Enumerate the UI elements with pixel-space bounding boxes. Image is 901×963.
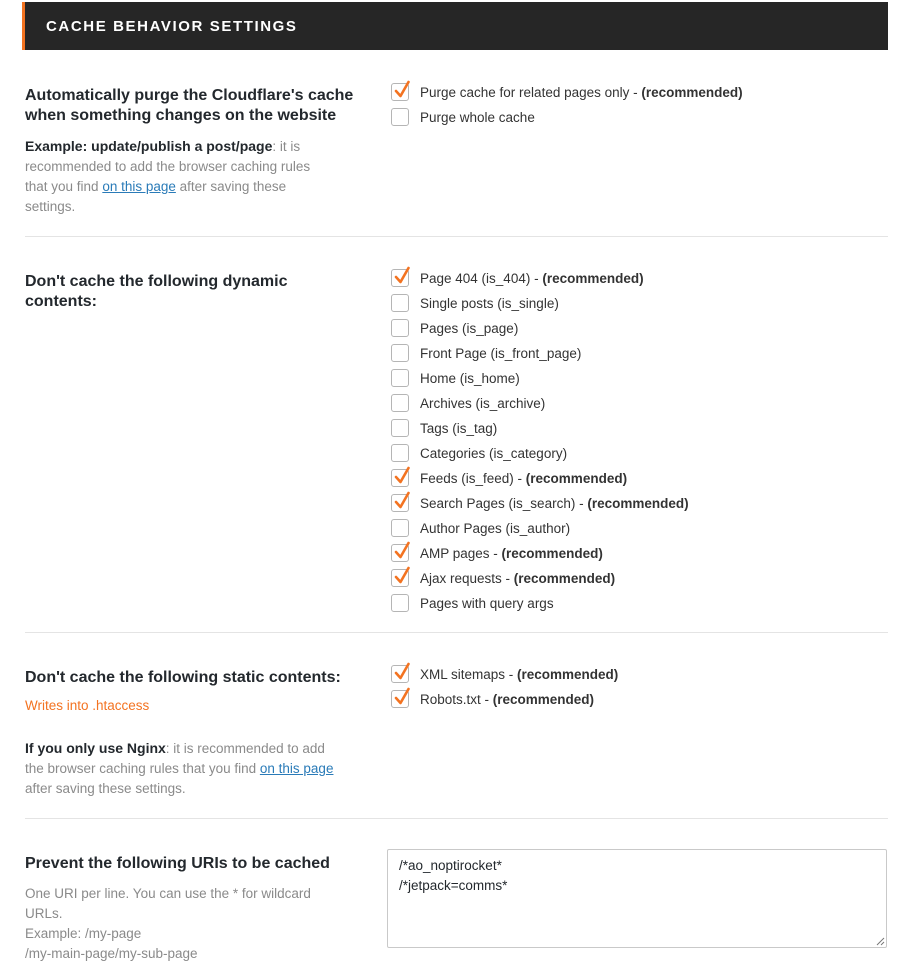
checkbox-option[interactable]	[391, 593, 554, 613]
checkbox-checked[interactable]	[391, 569, 409, 587]
nginx-description: If you only use Nginx: it is recommended to add the browser caching rules that you find on this page after saving these settings.	[25, 740, 334, 796]
checkbox-option[interactable]	[391, 268, 644, 288]
checkbox-unchecked[interactable]	[391, 444, 409, 462]
checkbox-option[interactable]	[391, 543, 603, 563]
section-header	[22, 2, 888, 50]
checkbox-option[interactable]	[391, 82, 743, 102]
recommended-tag: (recommended)	[542, 270, 644, 286]
checkbox-unchecked[interactable]	[391, 344, 409, 362]
uri-line: /*ao_noptirocket*	[399, 858, 502, 873]
recommended-tag: (recommended)	[492, 691, 595, 707]
htaccess-note: Writes into .htaccess	[25, 698, 150, 713]
nginx-help-link[interactable]: on this page	[259, 761, 334, 776]
checkmark-icon	[393, 541, 411, 561]
checkbox-label: Home (is_home)	[420, 370, 520, 386]
checkmark-icon	[393, 687, 411, 707]
checkbox-checked[interactable]	[391, 494, 409, 512]
checkbox-unchecked[interactable]	[391, 594, 409, 612]
checkbox-checked[interactable]	[391, 469, 409, 487]
checkbox-label: Pages with query args	[420, 595, 554, 611]
checkbox-unchecked[interactable]	[391, 369, 409, 387]
checkbox-label: Purge cache for related pages only -	[420, 84, 642, 100]
checkbox-label: Feeds (is_feed) -	[420, 470, 526, 486]
dynamic-title: Don't cache the following dynamic contents:	[25, 273, 288, 310]
checkbox-option[interactable]	[391, 493, 689, 513]
purge-help-link[interactable]: on this page	[102, 179, 176, 194]
checkbox-label: Robots.txt -	[420, 691, 493, 707]
checkbox-checked[interactable]	[391, 665, 409, 683]
recommended-tag: (recommended)	[501, 545, 603, 561]
uris-title: Prevent the following URIs to be cached	[25, 855, 330, 872]
checkbox-option[interactable]	[391, 318, 518, 338]
checkbox-option[interactable]	[391, 443, 567, 463]
divider	[25, 632, 888, 633]
divider	[25, 818, 888, 819]
checkmark-icon	[393, 491, 411, 511]
checkbox-unchecked[interactable]	[391, 108, 409, 126]
checkbox-label: Tags (is_tag)	[420, 420, 498, 436]
uris-textarea[interactable]	[387, 849, 887, 948]
checkbox-unchecked[interactable]	[391, 294, 409, 312]
uris-description: One URI per line. You can use the * for wildcard URLs. Example: /my-page /my-main-page/my-sub-page	[25, 886, 311, 961]
checkbox-unchecked[interactable]	[391, 319, 409, 337]
purge-description: Example: update/publish a post/page: it is recommended to add the browser caching rules that you find on this page after saving these settings.	[25, 138, 311, 214]
divider	[25, 236, 888, 237]
checkbox-label: Purge whole cache	[420, 109, 535, 125]
uri-line: /*jetpack=comms*	[399, 878, 508, 893]
checkbox-checked[interactable]	[391, 83, 409, 101]
checkmark-icon	[393, 662, 411, 682]
checkbox-checked[interactable]	[391, 544, 409, 562]
checkbox-label: Pages (is_page)	[420, 320, 519, 336]
checkbox-option[interactable]	[391, 568, 615, 588]
purge-title: Automatically purge the Cloudflare's cache when something changes on the website	[25, 87, 354, 124]
static-title: Don't cache the following static contents:	[25, 669, 341, 686]
checkbox-option[interactable]	[391, 518, 570, 538]
checkbox-unchecked[interactable]	[391, 419, 409, 437]
checkbox-label: Search Pages (is_search) -	[420, 495, 588, 511]
checkbox-label: Single posts (is_single)	[420, 295, 559, 311]
checkmark-icon	[393, 266, 411, 286]
checkbox-label: Categories (is_category)	[420, 445, 568, 461]
checkbox-option[interactable]	[391, 689, 594, 709]
checkbox-label: Author Pages (is_author)	[420, 520, 571, 536]
checkbox-option[interactable]	[391, 107, 535, 127]
recommended-tag: (recommended)	[587, 495, 689, 511]
checkbox-option[interactable]	[391, 293, 559, 313]
checkbox-label: AMP pages -	[420, 545, 502, 561]
checkbox-option[interactable]	[391, 393, 545, 413]
checkbox-unchecked[interactable]	[391, 519, 409, 537]
checkbox-label: Page 404 (is_404) -	[420, 270, 543, 286]
recommended-tag: (recommended)	[513, 570, 616, 586]
checkbox-option[interactable]	[391, 368, 520, 388]
checkbox-unchecked[interactable]	[391, 394, 409, 412]
recommended-tag: (recommended)	[525, 470, 628, 486]
checkmark-icon	[393, 80, 411, 100]
checkbox-checked[interactable]	[391, 690, 409, 708]
checkbox-label: Archives (is_archive)	[420, 395, 546, 411]
checkbox-label: XML sitemaps -	[420, 666, 518, 682]
recommended-tag: (recommended)	[517, 666, 619, 682]
checkbox-option[interactable]	[391, 418, 497, 438]
checkbox-option[interactable]	[391, 468, 627, 488]
checkmark-icon	[393, 566, 411, 586]
checkbox-option[interactable]	[391, 343, 581, 363]
checkmark-icon	[393, 466, 411, 486]
resize-grip-icon[interactable]	[876, 937, 885, 946]
checkbox-option[interactable]	[391, 664, 618, 684]
checkbox-label: Ajax requests -	[420, 570, 514, 586]
checkbox-checked[interactable]	[391, 269, 409, 287]
recommended-tag: (recommended)	[641, 84, 743, 100]
checkbox-label: Front Page (is_front_page)	[420, 345, 582, 361]
section-header-title: CACHE BEHAVIOR SETTINGS	[46, 18, 298, 35]
